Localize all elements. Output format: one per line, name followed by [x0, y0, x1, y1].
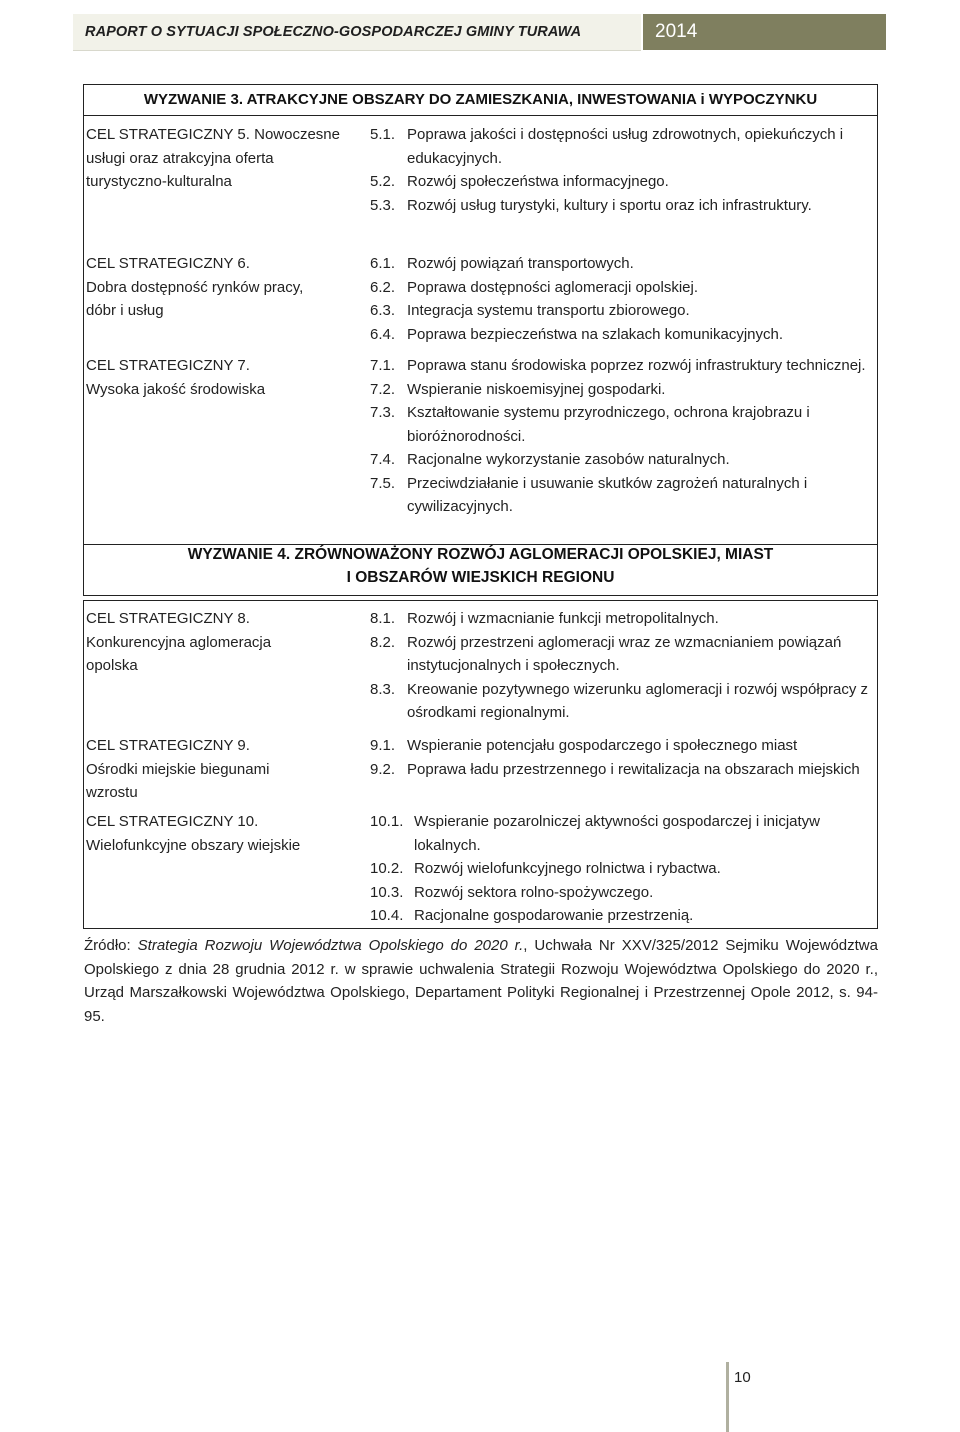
action-item: 10.1. Wspieranie pozarolniczej aktywności gospodarczej i inicjatyw lokalnych.	[370, 813, 821, 854]
source-details: , Uchwała Nr XXV/325/2012 Sejmiku Województwa Opolskiego z dnia 28 grudnia 2012 r. w sprawie uchwalenia Strategii Rozwoju Województwa Opolskiego do 2020 r., Urząd Marszałkowski Województwa Opolskiego, Departament Polityki Regionalnej i Przestrzennej Opole 2012, s. 94-95.	[84, 937, 878, 1025]
action-item: 6.4. Poprawa bezpieczeństwa na szlakach komunikacyjnych.	[370, 325, 784, 343]
action-item: 6.1. Rozwój powiązań transportowych.	[370, 255, 634, 272]
page-number: 10	[734, 1369, 751, 1386]
goal-5	[86, 123, 356, 194]
goal-10-actions	[370, 810, 880, 928]
goal-8-name: Konkurencyjna aglomeracja opolska	[86, 633, 272, 674]
source-note	[84, 934, 878, 1028]
goal-8	[86, 607, 356, 678]
goal-9-name: Ośrodki miejskie biegunami wzrostu	[86, 760, 270, 801]
action-item: 8.1. Rozwój i wzmacnianie funkcji metropolitalnych.	[370, 610, 719, 627]
goal-9-actions	[370, 734, 880, 781]
action-item: 9.1. Wspieranie potencjału gospodarczego i społecznego miast	[370, 737, 798, 754]
action-item: 5.1. Poprawa jakości i dostępności usług zdrowotnych, opiekuńczych i edukacyjnych.	[370, 126, 844, 167]
year-banner	[643, 14, 886, 50]
goal-10	[86, 810, 356, 857]
goal-7-title: CEL STRATEGICZNY 7.	[86, 357, 250, 374]
goal-5-name: Nowoczesne usługi oraz atrakcyjna oferta turystyczno-kulturalna	[86, 126, 340, 190]
page-number-rule	[726, 1362, 729, 1432]
goal-7-actions	[370, 354, 880, 519]
source-title: Strategia Rozwoju Województwa Opolskiego do 2020 r.	[137, 937, 524, 954]
action-item: 5.2. Rozwój społeczeństwa informacyjnego.	[370, 173, 669, 190]
action-item: 7.2. Wspieranie niskoemisyjnej gospodarki.	[370, 380, 666, 398]
challenge-3-title: WYZWANIE 3. ATRAKCYJNE OBSZARY DO ZAMIESZKANIA, INWESTOWANIA i WYPOCZYNKU	[143, 91, 818, 108]
action-item: 7.5. Przeciwdziałanie i usuwanie skutków zagrożeń naturalnych i cywilizacyjnych.	[370, 474, 808, 515]
goal-6-actions	[370, 252, 880, 346]
goal-7-name: Wysoka jakość środowiska	[86, 380, 266, 398]
goal-7	[86, 354, 356, 401]
report-header	[73, 14, 641, 51]
action-item: 10.3. Rozwój sektora rolno-spożywczego.	[370, 883, 654, 901]
action-item: 7.1. Poprawa stanu środowiska poprzez rozwój infrastruktury technicznej.	[370, 357, 866, 374]
action-item: 8.2. Rozwój przestrzeni aglomeracji wraz ze wzmacnianiem powiązań instytucjonalnych i społecznych.	[370, 633, 842, 674]
goal-9-title: CEL STRATEGICZNY 9.	[86, 737, 250, 754]
goal-10-title: CEL STRATEGICZNY 10.	[86, 813, 259, 830]
report-year: 2014	[655, 21, 698, 42]
goal-9	[86, 734, 356, 805]
challenge-4-title-line-1: WYZWANIE 4. ZRÓWNOWAŻONY ROZWÓJ AGLOMERACJI OPOLSKIEJ, MIAST	[187, 546, 774, 563]
goal-6	[86, 252, 356, 323]
source-label: Źródło:	[84, 937, 131, 954]
challenge-4-title-line-2: I OBSZARÓW WIEJSKICH REGIONU	[346, 569, 615, 586]
action-item: 6.2. Poprawa dostępności aglomeracji opolskiej.	[370, 278, 698, 296]
goal-8-actions	[370, 607, 880, 725]
action-item: 9.2. Poprawa ładu przestrzennego i rewitalizacja na obszarach miejskich	[370, 760, 860, 778]
action-item: 10.2. Rozwój wielofunkcyjnego rolnictwa i rybactwa.	[370, 860, 721, 877]
action-item: 10.4. Racjonalne gospodarowanie przestrzenią.	[370, 907, 694, 924]
goal-8-title: CEL STRATEGICZNY 8.	[86, 610, 250, 627]
action-item: 7.4. Racjonalne wykorzystanie zasobów naturalnych.	[370, 451, 730, 468]
goal-6-name: Dobra dostępność rynków pracy, dóbr i usług	[86, 278, 304, 319]
report-title: RAPORT O SYTUACJI SPOŁECZNO-GOSPODARCZEJ GMINY TURAWA	[85, 24, 582, 40]
action-item: 8.3. Kreowanie pozytywnego wizerunku aglomeracji i rozwój współpracy z ośrodkami regionalnymi.	[370, 680, 869, 721]
goal-6-title: CEL STRATEGICZNY 6.	[86, 255, 250, 272]
goal-5-title: CEL STRATEGICZNY 5.	[86, 126, 250, 143]
action-item: 7.3. Kształtowanie systemu przyrodniczego, ochrona krajobrazu i bioróżnorodności.	[370, 404, 810, 445]
goal-10-name: Wielofunkcyjne obszary wiejskie	[86, 836, 301, 854]
action-item: 6.3. Integracja systemu transportu zbiorowego.	[370, 302, 690, 319]
action-item: 5.3. Rozwój usług turystyki, kultury i sportu oraz ich infrastruktury.	[370, 196, 812, 214]
goal-5-actions	[370, 123, 880, 217]
